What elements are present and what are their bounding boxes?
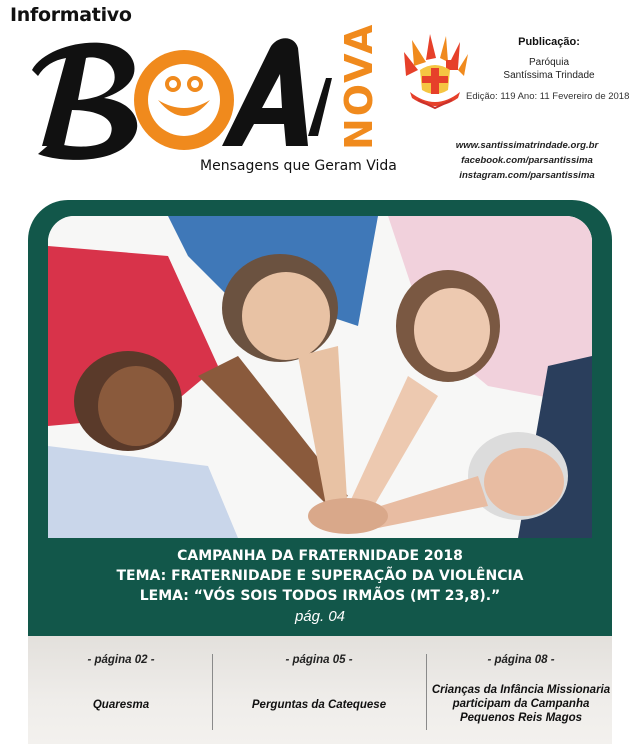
tagline: Mensagens que Geram Vida	[200, 158, 397, 174]
parish-line-2: Santíssima Trindade	[503, 70, 595, 81]
people-hands-illustration	[48, 216, 592, 538]
teaser-item[interactable]	[214, 654, 424, 712]
kicker-label: Informativo	[10, 4, 132, 26]
instagram-link[interactable]: instagram.com/parsantissima	[459, 170, 595, 181]
feature-headline	[28, 538, 612, 636]
publication-label: Publicação:	[518, 36, 580, 48]
teaser-item[interactable]	[30, 654, 212, 712]
teaser-title: Quaresma	[92, 699, 150, 711]
campaign-theme: TEMA: FRATERNIDADE E SUPERAÇÃO DA VIOLÊNCIA	[116, 568, 524, 584]
boa-nova-logo	[8, 18, 388, 168]
logo-letter-a	[222, 38, 308, 146]
teaser-page: - página 02 -	[87, 654, 155, 666]
teaser-page: - página 05 -	[285, 654, 353, 666]
teaser-title: Crianças da Infância Missionaria participam da Campanha Pequenos Reis Magos	[431, 684, 611, 724]
parish-line-1: Paróquia	[528, 57, 570, 68]
teaser-page: - página 08 -	[487, 654, 555, 666]
campaign-title: CAMPANHA DA FRATERNIDADE 2018	[177, 548, 463, 564]
teaser-divider	[426, 654, 427, 730]
teaser-item[interactable]	[428, 654, 614, 725]
parish-seal-logo	[400, 30, 470, 110]
website-link[interactable]: www.santissimatrindade.org.br	[455, 140, 599, 151]
links-block	[442, 138, 612, 183]
campaign-motto: LEMA: “VÓS SOIS TODOS IRMÃOS (MT 23,8).”	[139, 588, 501, 604]
edition-info: Edição: 119 Ano: 11 Fevereiro de 2018	[466, 91, 630, 102]
logo-nova: NOVA	[337, 22, 381, 150]
teaser-title: Perguntas da Catequese	[251, 699, 387, 711]
hands-together-photo	[48, 216, 592, 538]
facebook-link[interactable]: facebook.com/parsantissima	[461, 155, 593, 166]
teaser-divider	[212, 654, 213, 730]
feature-page-ref: pág. 04	[294, 608, 346, 625]
logo-letter-b	[32, 43, 137, 160]
